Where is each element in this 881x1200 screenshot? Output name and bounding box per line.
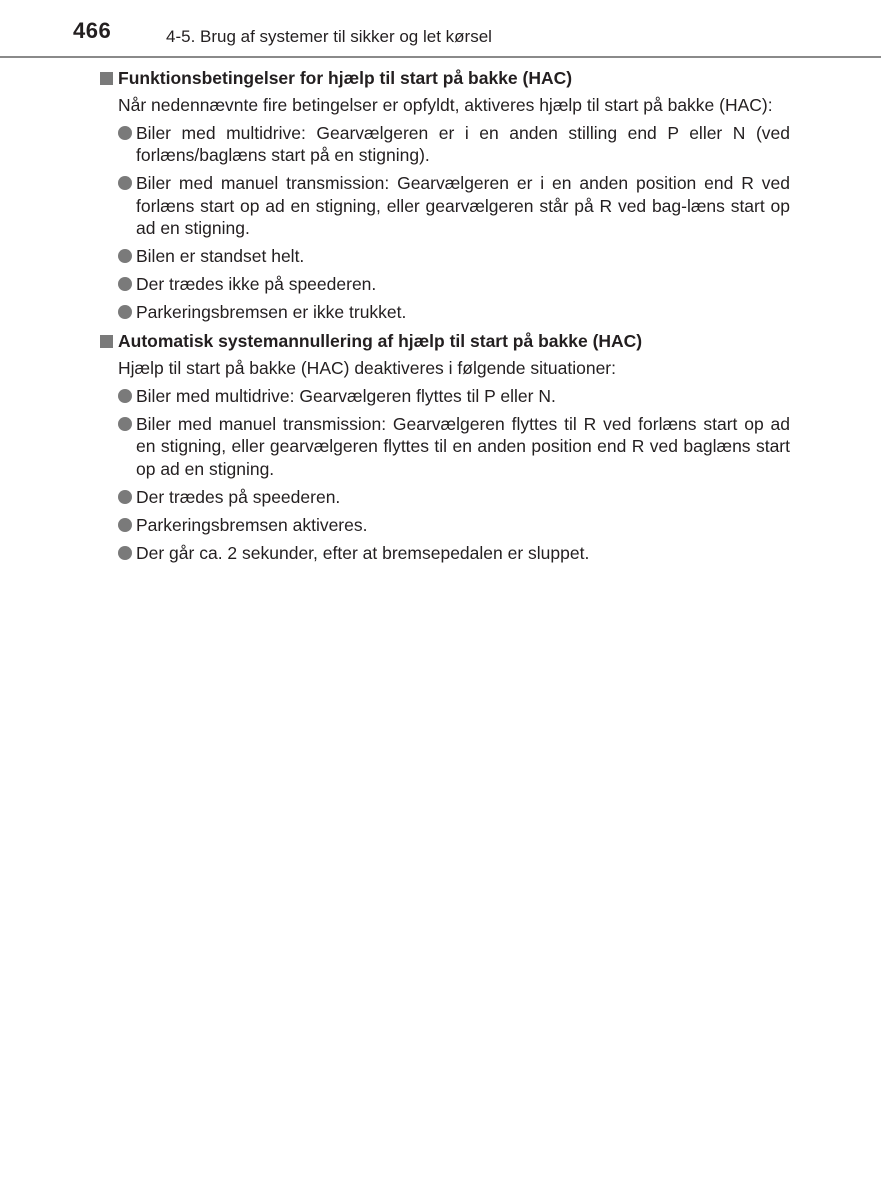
- list-item: [100, 172, 790, 240]
- list-item-text: Bilen er standset helt.: [136, 246, 305, 266]
- section-intro: Når nedennævnte fire betingelser er opfyldt, aktiveres hjælp til start på bakke (HAC):: [118, 95, 773, 115]
- circle-bullet-icon: [118, 277, 132, 291]
- page-header: [0, 0, 881, 58]
- section-hac-cancellation: [100, 329, 790, 564]
- circle-bullet-icon: [118, 417, 132, 431]
- list-item: [100, 486, 790, 509]
- list-item-text: Biler med multidrive: Gearvælgeren flyttes til P eller N.: [136, 385, 556, 406]
- list-item: [100, 301, 790, 324]
- list-item-text: Der går ca. 2 sekunder, efter at bremsepedalen er sluppet.: [136, 542, 590, 563]
- section-heading: [100, 329, 790, 357]
- list-item-text: Parkeringsbremsen aktiveres.: [136, 514, 368, 535]
- circle-bullet-icon: [118, 176, 132, 190]
- section-hac-conditions: [100, 66, 790, 324]
- bullet-list: [100, 385, 790, 565]
- list-item: [100, 245, 790, 268]
- list-item: [100, 273, 790, 296]
- chapter-title: 4-5. Brug af systemer til sikker og let kørsel: [166, 27, 492, 46]
- list-item: [100, 122, 790, 167]
- list-item: [100, 413, 790, 481]
- list-item-text: Biler med multidrive: Gearvælgeren er i en anden stilling end P eller N (ved forlæns/baglæns start på en stigning).: [136, 122, 790, 165]
- header-divider: [0, 56, 881, 58]
- section-intro: Hjælp til start på bakke (HAC) deaktiveres i følgende situationer:: [118, 358, 616, 378]
- circle-bullet-icon: [118, 518, 132, 532]
- list-item: [100, 542, 790, 565]
- list-item: [100, 514, 790, 537]
- page-number: 466: [73, 18, 112, 43]
- circle-bullet-icon: [118, 305, 132, 319]
- circle-bullet-icon: [118, 249, 132, 263]
- list-item-text: Biler med manuel transmission: Gearvælgeren er i en anden position end R ved forlæns start op ad en stigning, eller gearvælgeren står på R ved bag-læns start op ad en stigning.: [136, 173, 790, 238]
- section-heading-text: Funktionsbetingelser for hjælp til start på bakke (HAC): [118, 68, 573, 88]
- list-item-text: Biler med manuel transmission: Gearvælgeren flyttes til R ved forlæns start op ad en stigning, eller gearvælgeren flyttes til en anden position end R ved baglæns start op ad en stigning.: [136, 413, 790, 479]
- list-item-text: Der trædes ikke på speederen.: [136, 274, 377, 294]
- square-bullet-icon: [100, 72, 113, 85]
- bullet-list: [100, 122, 790, 324]
- circle-bullet-icon: [118, 546, 132, 560]
- page-content: [100, 66, 790, 570]
- circle-bullet-icon: [118, 126, 132, 140]
- square-bullet-icon: [100, 335, 113, 348]
- circle-bullet-icon: [118, 490, 132, 504]
- list-item-text: Parkeringsbremsen er ikke trukket.: [136, 302, 407, 322]
- list-item-text: Der trædes på speederen.: [136, 486, 341, 507]
- section-heading-text: Automatisk systemannullering af hjælp til start på bakke (HAC): [118, 331, 643, 351]
- circle-bullet-icon: [118, 389, 132, 403]
- section-heading: [100, 66, 790, 94]
- list-item: [100, 385, 790, 408]
